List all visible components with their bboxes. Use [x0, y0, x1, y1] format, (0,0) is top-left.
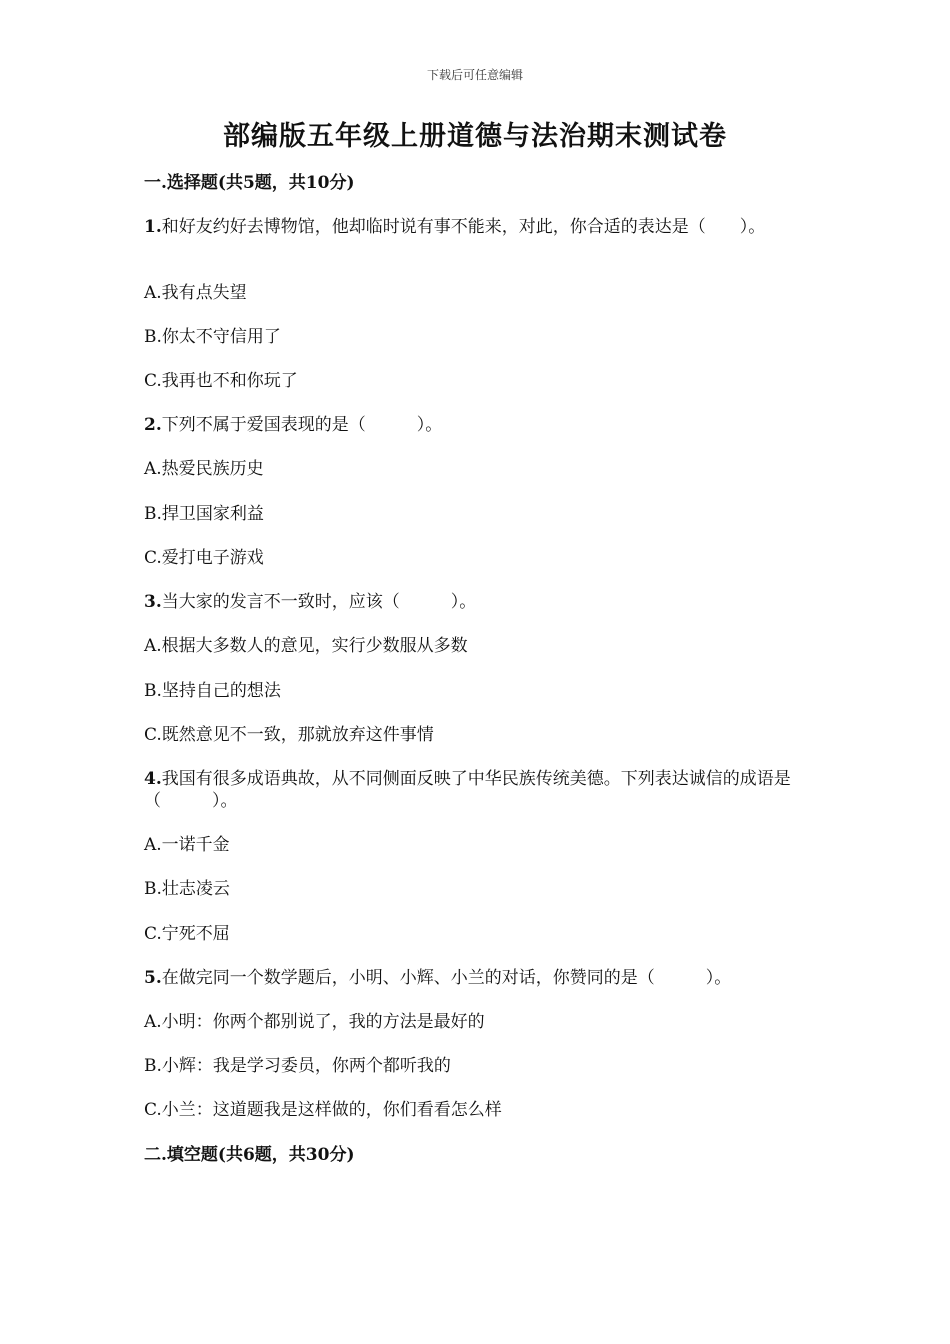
question-4-option-a: A.一诺千金 — [144, 835, 230, 855]
question-number: 3. — [144, 592, 162, 612]
question-5-option-c: C.小兰：这道题我是这样做的，你们看看怎么样 — [144, 1100, 502, 1120]
question-5-option-b: B.小辉：我是学习委员，你两个都听我的 — [144, 1056, 451, 1076]
question-1-option-a: A.我有点失望 — [144, 283, 247, 303]
page-title: 部编版五年级上册道德与法治期末测试卷 — [223, 121, 727, 152]
question-5-option-a: A.小明：你两个都别说了，我的方法是最好的 — [144, 1012, 485, 1032]
question-2-option-a: A.热爱民族历史 — [144, 459, 264, 479]
question-number: 1. — [144, 217, 162, 237]
question-number: 5. — [144, 968, 162, 988]
question-text: 和好友约好去博物馆，他却临时说有事不能来，对此，你合适的表达是（ ）。 — [161, 217, 766, 237]
question-2-option-c: C.爱打电子游戏 — [144, 548, 264, 568]
section-heading-fill: 二.填空题(共6题，共30分) — [144, 1145, 355, 1165]
question-5 — [144, 967, 804, 989]
question-3-option-a: A.根据大多数人的意见，实行少数服从多数 — [144, 636, 468, 656]
question-4-option-b: B.壮志凌云 — [144, 879, 230, 899]
question-2 — [144, 414, 804, 436]
question-number: 4. — [144, 769, 162, 789]
question-number: 2. — [144, 415, 162, 435]
question-1-option-c: C.我再也不和你玩了 — [144, 371, 298, 391]
question-text: 当大家的发言不一致时，应该（ ）。 — [161, 592, 477, 612]
header-note: 下载后可任意编辑 — [426, 68, 523, 82]
question-text: 我国有很多成语典故，从不同侧面反映了中华民族传统美德。下列表达诚信的成语是（ ）。 — [144, 769, 791, 811]
question-text: 下列不属于爱国表现的是（ ）。 — [161, 415, 443, 435]
section-heading-choice: 一.选择题(共5题，共10分) — [144, 173, 355, 193]
question-1-option-b: B.你太不守信用了 — [144, 327, 281, 347]
question-3 — [144, 591, 804, 613]
question-4 — [144, 768, 804, 812]
question-text: 在做完同一个数学题后，小明、小辉、小兰的对话，你赞同的是（ ）。 — [161, 968, 732, 988]
question-1 — [144, 216, 804, 238]
question-3-option-b: B.坚持自己的想法 — [144, 681, 281, 701]
question-3-option-c: C.既然意见不一致，那就放弃这件事情 — [144, 725, 434, 745]
question-4-option-c: C.宁死不屈 — [144, 924, 230, 944]
question-2-option-b: B.捍卫国家利益 — [144, 504, 264, 524]
